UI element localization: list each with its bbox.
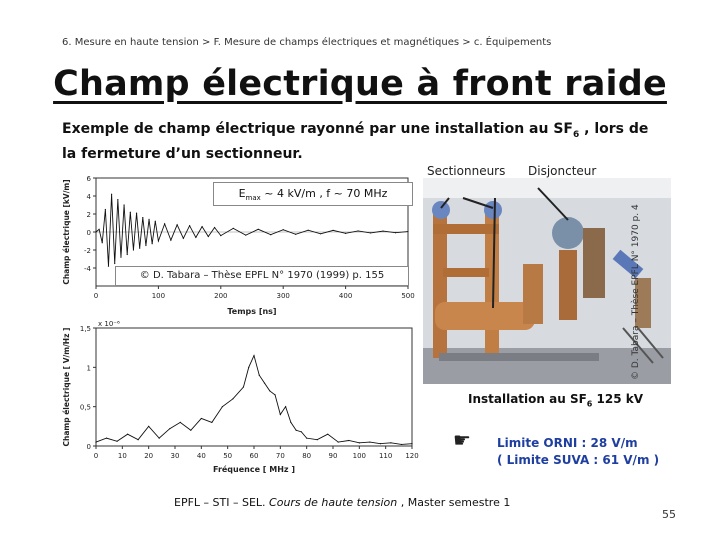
time-data-point [382, 231, 383, 232]
freq-y-tick-label: 0,5 [79, 403, 91, 412]
time-data-point [370, 232, 371, 233]
freq-x-axis-label: Fréquence [ MHz ] [212, 465, 296, 474]
freq-data-point [106, 438, 107, 439]
freq-y-tick-label: 1,5 [79, 325, 91, 333]
time-data-point [139, 248, 140, 249]
freq-x-tick-label: 0 [93, 452, 99, 460]
time-data-point [164, 223, 165, 224]
time-data-point [201, 226, 202, 227]
time-data-point [155, 221, 156, 222]
freq-data-point [222, 406, 223, 407]
time-data-point [145, 245, 146, 246]
subtitle-suffix: , lors de la fermeture d’un sectionneur. [62, 121, 649, 162]
breadcrumb: 6. Mesure en haute tension > F. Mesure de champs électriques et magnétiques > c. Équipements [62, 37, 552, 48]
freq-x-tick-label: 20 [144, 452, 154, 460]
freq-series-line [96, 356, 412, 445]
time-data-point [148, 219, 149, 220]
time-data-point [214, 227, 215, 228]
freq-data-point [169, 428, 170, 429]
limit-orni: Limite ORNI : 28 V/m [497, 436, 638, 450]
time-data-point [183, 238, 184, 239]
time-data-point [114, 263, 115, 264]
time-data-point [142, 217, 143, 218]
freq-data-point [138, 439, 139, 440]
time-y-axis-label: Champ électrique [kV/m] [62, 179, 71, 285]
freq-x-tick-label: 100 [352, 452, 367, 460]
limit-suva: ( Limite SUVA : 61 V/m ) [497, 453, 660, 467]
caption-sub: 6 [586, 399, 593, 409]
freq-data-point [127, 434, 128, 435]
freq-x-tick-label: 60 [249, 452, 259, 460]
time-y-tick-label: -4 [84, 265, 91, 273]
freq-data-point [259, 375, 260, 376]
time-data-point [177, 224, 178, 225]
time-data-point [123, 204, 124, 205]
freq-data-point [253, 355, 254, 356]
time-x-tick-label: 300 [276, 292, 290, 300]
pointing-hand-icon: ☛ [453, 428, 471, 452]
footer-prefix: EPFL – STI – SEL. [174, 496, 270, 509]
time-data-point [395, 232, 396, 233]
freq-data-point [211, 422, 212, 423]
freq-data-point [116, 441, 117, 442]
freq-data-point [190, 430, 191, 431]
time-x-tick-label: 400 [338, 292, 353, 300]
freq-data-point [348, 440, 349, 441]
freq-data-point [317, 439, 318, 440]
time-x-axis-label: Temps [ns] [227, 307, 277, 316]
freq-y-tick-label: 0 [86, 443, 91, 451]
freq-data-point [327, 434, 328, 435]
time-data-point [320, 233, 321, 234]
time-data-point [295, 234, 296, 235]
freq-data-point [359, 442, 360, 443]
time-x-tick-label: 200 [214, 292, 228, 300]
label-sectionneurs: Sectionneurs [427, 164, 506, 178]
time-data-point [136, 213, 137, 214]
subtitle-prefix: Exemple de champ électrique rayonné par une installation au SF [62, 121, 573, 137]
time-data-point [308, 230, 309, 231]
freq-data-point [159, 438, 160, 439]
time-data-point [152, 243, 153, 244]
time-y-tick-label: -2 [84, 247, 91, 255]
time-data-point [283, 229, 284, 230]
freq-data-point [248, 367, 249, 368]
caption-prefix: Installation au SF [468, 392, 587, 406]
footer [174, 496, 510, 509]
freq-data-point [296, 430, 297, 431]
emax-suffix: ~ 4 kV/m , f ~ 70 MHz [260, 187, 388, 200]
footer-suffix: , Master semestre 1 [397, 496, 511, 509]
time-data-point [189, 225, 190, 226]
time-data-point [270, 234, 271, 235]
time-data-point [130, 212, 131, 213]
freq-x-tick-label: 80 [302, 452, 312, 460]
chart-credit: © D. Tabara – Thèse EPFL N° 1970 (1999) p. 155 [115, 266, 409, 286]
time-data-point [407, 231, 408, 232]
label-disjoncteur: Disjoncteur [528, 164, 597, 178]
time-y-tick-label: 6 [86, 175, 91, 183]
freq-data-point [180, 422, 181, 423]
freq-x-tick-label: 70 [275, 452, 285, 460]
freq-data-point [401, 444, 402, 445]
freq-data-point [280, 414, 281, 415]
freq-data-point [285, 406, 286, 407]
freq-data-point [411, 443, 412, 444]
time-data-point [158, 240, 159, 241]
time-x-tick-label: 500 [401, 292, 415, 300]
time-data-point [208, 236, 209, 237]
time-data-point [357, 230, 358, 231]
freq-data-point [338, 441, 339, 442]
photo-credit: © D. Tabara – Thèse EPFL N° 1970 p. 4 [631, 204, 641, 380]
time-data-point [133, 249, 134, 250]
time-x-tick-label: 100 [151, 292, 166, 300]
freq-x-tick-label: 110 [378, 452, 393, 460]
time-data-point [233, 228, 234, 229]
freq-data-point [290, 422, 291, 423]
freq-x-tick-label: 40 [196, 452, 206, 460]
freq-x-tick-label: 10 [117, 452, 127, 460]
caption-suffix: 125 kV [592, 392, 644, 406]
freq-data-point [301, 431, 302, 432]
freq-data-point [390, 442, 391, 443]
photo-caption [468, 392, 643, 408]
emax-prefix: E [238, 187, 246, 200]
time-y-tick-label: 0 [86, 229, 91, 237]
time-y-tick-label: 2 [86, 211, 91, 219]
slide-title: Champ électrique à front raide [53, 64, 667, 104]
time-x-tick-label: 0 [93, 292, 99, 300]
freq-data-point [148, 426, 149, 427]
footer-course: Cours de haute tension [269, 496, 398, 509]
freq-data-point [269, 390, 270, 391]
time-data-point [245, 235, 246, 236]
time-data-point [220, 235, 221, 236]
freq-y-axis-label: Champ électrique [ V/m/Hz ] [62, 327, 71, 447]
freq-data-point [274, 394, 275, 395]
time-data-point [105, 209, 106, 210]
freq-x-tick-label: 30 [170, 452, 180, 460]
freq-x-tick-label: 90 [328, 452, 338, 460]
freq-data-point [243, 386, 244, 387]
frequency-spectrum-chart [60, 318, 420, 474]
freq-data-point [306, 438, 307, 439]
time-data-point [117, 199, 118, 200]
time-data-point [99, 229, 100, 230]
time-data-point [258, 229, 259, 230]
time-data-point [111, 194, 112, 195]
time-data-point [120, 257, 121, 258]
time-data-point [170, 240, 171, 241]
limits-note [497, 435, 659, 469]
freq-data-point [369, 441, 370, 442]
freq-data-point [201, 418, 202, 419]
emax-sub: max [245, 194, 261, 203]
freq-data-point [95, 441, 96, 442]
page-number: 55 [662, 508, 676, 521]
time-data-point [345, 233, 346, 234]
freq-plot-frame [96, 328, 412, 446]
time-data-point [102, 242, 103, 243]
emax-annotation [213, 182, 413, 206]
freq-x-tick-label: 120 [405, 452, 419, 460]
time-data-point [95, 231, 96, 232]
slide-subtitle [62, 120, 662, 164]
time-y-tick-label: 4 [86, 193, 91, 201]
freq-data-point [232, 398, 233, 399]
time-data-point [127, 254, 128, 255]
freq-data-point [264, 382, 265, 383]
freq-data-point [380, 443, 381, 444]
time-data-point [195, 237, 196, 238]
time-data-point [333, 230, 334, 231]
subtitle-sub: 6 [572, 129, 580, 140]
freq-y-multiplier: x 10⁻⁶ [98, 320, 120, 328]
freq-y-tick-label: 1 [86, 364, 91, 373]
time-data-point [108, 266, 109, 267]
freq-x-tick-label: 50 [223, 452, 233, 460]
